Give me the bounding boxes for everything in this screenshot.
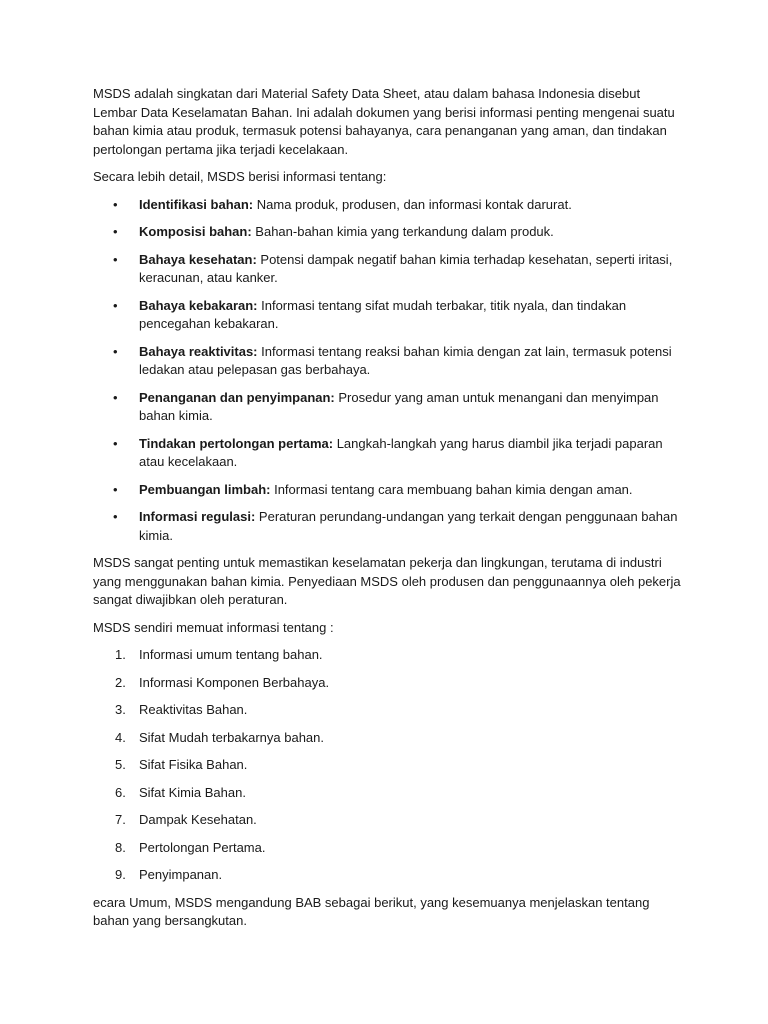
term: Bahaya reaktivitas: <box>139 343 258 359</box>
list-number: 3. <box>115 702 126 717</box>
description: Prosedur yang aman untuk menangani dan menyimpan bahan kimia. <box>139 389 659 423</box>
list-item <box>93 839 683 858</box>
list-number: 8. <box>115 839 126 855</box>
bullet-icon: • <box>113 435 118 451</box>
description: Informasi tentang reaksi bahan kimia dengan zat lain, termasuk potensi ledakan atau pelepasan gas berbahaya. <box>139 343 672 377</box>
term: Pembuangan limbah: <box>139 481 271 497</box>
list-text: Dampak Kesehatan. <box>139 812 257 827</box>
list-item <box>93 251 683 288</box>
bullet-icon: • <box>113 196 118 212</box>
term: Bahaya kesehatan: <box>139 251 257 267</box>
closing-paragraph: ecara Umum, MSDS mengandung BAB sebagai berikut, yang kesemuanya menjelaskan tentang bahan yang bersangkutan. <box>93 894 650 928</box>
list-item <box>93 701 683 720</box>
list-item <box>93 756 683 775</box>
term: Bahaya kebakaran: <box>139 297 258 313</box>
bullet-icon: • <box>113 251 118 267</box>
document-page <box>93 85 683 940</box>
list-item <box>93 811 683 830</box>
details-list <box>93 196 683 546</box>
list-item <box>93 196 683 215</box>
list-item <box>93 435 683 472</box>
list-text: Penyimpanan. <box>139 867 223 882</box>
list-text: Sifat Kimia Bahan. <box>139 784 246 800</box>
list-text: Informasi Komponen Berbahaya. <box>139 674 330 690</box>
list-item <box>93 389 683 426</box>
list-item <box>93 866 683 885</box>
term: Identifikasi bahan: <box>139 196 254 212</box>
list-number: 4. <box>115 729 126 745</box>
list-item <box>93 481 683 500</box>
bullet-icon: • <box>113 343 118 359</box>
list-item <box>93 223 683 242</box>
list-item <box>93 646 683 665</box>
bullet-icon: • <box>113 389 118 405</box>
list-number: 2. <box>115 674 126 690</box>
list-text: Pertolongan Pertama. <box>139 839 266 855</box>
list-number: 7. <box>115 812 126 827</box>
list-item <box>93 343 683 380</box>
list-number: 5. <box>115 757 126 772</box>
bullet-icon: • <box>113 509 118 524</box>
term: Komposisi bahan: <box>139 224 252 239</box>
list-item <box>93 729 683 748</box>
term: Penanganan dan penyimpanan: <box>139 389 335 405</box>
list-number: 1. <box>115 647 126 662</box>
description: Informasi tentang sifat mudah terbakar, titik nyala, dan tindakan pencegahan kebakaran. <box>139 297 627 331</box>
bullet-icon: • <box>113 224 118 239</box>
description: Bahan-bahan kimia yang terkandung dalam produk. <box>251 224 554 239</box>
contents-intro: MSDS sendiri memuat informasi tentang : <box>93 619 334 635</box>
list-text: Informasi umum tentang bahan. <box>139 647 323 662</box>
list-text: Sifat Fisika Bahan. <box>139 757 248 772</box>
list-text: Reaktivitas Bahan. <box>139 702 248 717</box>
importance-paragraph: MSDS sangat penting untuk memastikan keselamatan pekerja dan lingkungan, terutama di industri yang menggunakan bahan kimia. Penyediaan MSDS oleh produsen dan penggunaannya oleh pekerja sangat diwajibkan oleh peraturan. <box>93 555 681 607</box>
description: Peraturan perundang-undangan yang terkait dengan penggunaan bahan kimia. <box>139 509 678 543</box>
contents-list <box>93 646 683 885</box>
bullet-icon: • <box>113 481 118 497</box>
description: Informasi tentang cara membuang bahan kimia dengan aman. <box>270 481 633 497</box>
list-number: 6. <box>115 784 126 800</box>
term: Tindakan pertolongan pertama: <box>139 435 334 451</box>
list-text: Sifat Mudah terbakarnya bahan. <box>139 729 325 745</box>
description: Potensi dampak negatif bahan kimia terhadap kesehatan, seperti iritasi, keracunan, atau kanker. <box>139 251 673 285</box>
description: Langkah-langkah yang harus diambil jika terjadi paparan atau kecelakaan. <box>139 435 663 469</box>
description: Nama produk, produsen, dan informasi kontak darurat. <box>253 196 572 212</box>
list-item <box>93 508 683 545</box>
list-item <box>93 297 683 334</box>
intro-paragraph: MSDS adalah singkatan dari Material Safety Data Sheet, atau dalam bahasa Indonesia disebut Lembar Data Keselamatan Bahan. Ini adalah dokumen yang berisi informasi penting mengenai suatu bahan kimia atau produk, termasuk potensi bahayanya, cara penanganan yang aman, dan tindakan pertolongan pertama jika terjadi kecelakaan. <box>93 86 675 157</box>
list-number: 9. <box>115 867 126 882</box>
list-item <box>93 784 683 803</box>
term: Informasi regulasi: <box>139 509 256 524</box>
details-intro: Secara lebih detail, MSDS berisi informasi tentang: <box>93 169 387 184</box>
bullet-icon: • <box>113 297 118 313</box>
list-item <box>93 674 683 693</box>
